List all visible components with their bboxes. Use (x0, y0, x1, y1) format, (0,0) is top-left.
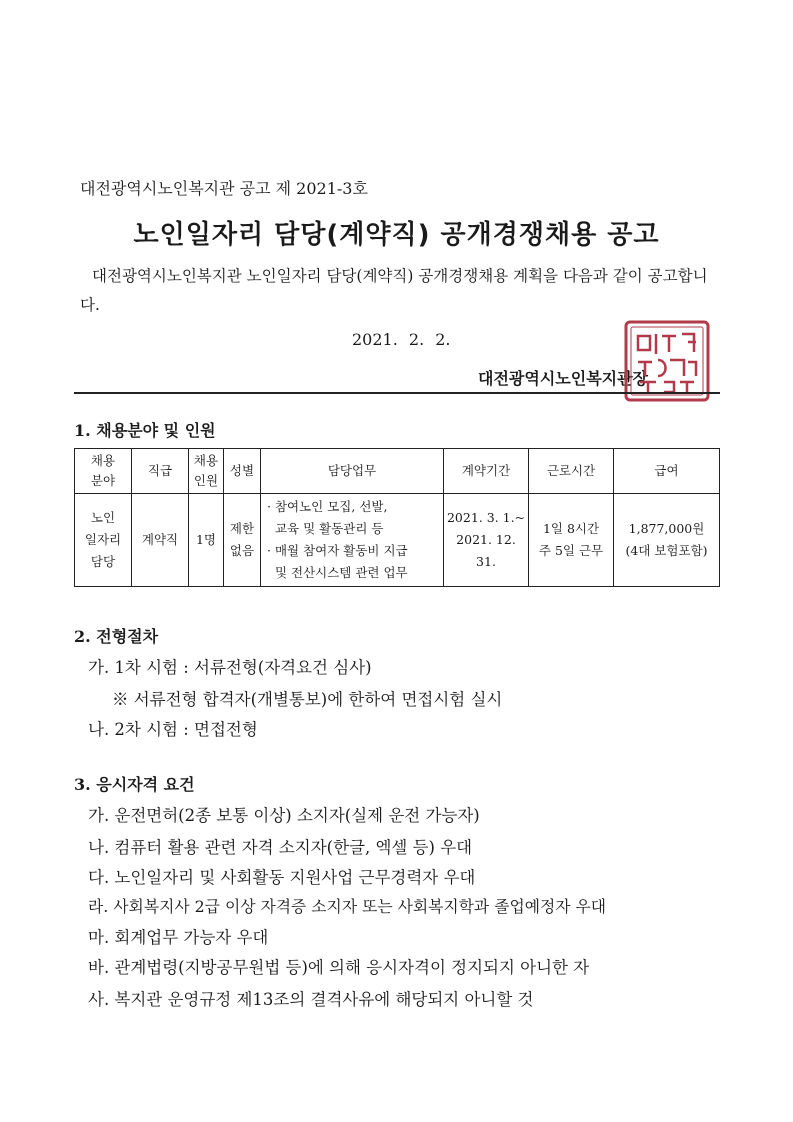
list-item: 가. 운전면허(2종 보통 이상) 소지자(실제 운전 가능자) (88, 806, 480, 825)
recruitment-table (74, 448, 720, 587)
list-item: 나. 컴퓨터 활용 관련 자격 소지자(한글, 엑셀 등) 우대 (88, 838, 473, 857)
cell-field-text: 노인 일자리 담당 (84, 510, 122, 569)
header-hours: 근로시간 (529, 449, 614, 494)
list-item: 마. 회계업무 가능자 우대 (88, 928, 269, 947)
page-title: 노인일자리 담당(계약직) 공개경쟁채용 공고 (133, 220, 660, 250)
header-period: 계약기간 (444, 449, 529, 494)
cell-duties (261, 494, 444, 587)
header-count-label: 채용 인원 (193, 453, 219, 488)
cell-gender (224, 494, 261, 587)
header-field-label: 채용 분야 (90, 453, 116, 488)
cell-hours (529, 494, 614, 587)
header-duties: 담당업무 (261, 449, 444, 494)
notice-date: 2021. 2. 2. (352, 330, 451, 349)
duty-line: 및 전산시스템 관련 업무 (267, 565, 408, 580)
duty-line: 교육 및 활동관리 등 (267, 521, 384, 536)
header-field (75, 449, 132, 494)
list-item: 라. 사회복지사 2급 이상 자격증 소지자 또는 사회복지학과 졸업예정자 우대 (88, 897, 607, 916)
section-heading-recruitment: 1. 채용분야 및 인원 (74, 421, 216, 440)
header-gender: 성별 (224, 449, 261, 494)
section-heading-selection: 2. 전형절차 (74, 627, 159, 646)
intro-paragraph: 대전광역시노인복지관 노인일자리 담당(계약직) 공개경쟁채용 계획을 다음과 같이 공고합니다. (80, 267, 708, 314)
table-row (75, 494, 720, 587)
header-salary: 급여 (614, 449, 720, 494)
cell-hours-text: 1일 8시간 주 5일 근무 (538, 521, 604, 558)
section-heading-qualifications: 3. 응시자격 요건 (74, 775, 195, 794)
table-header-row (75, 449, 720, 494)
list-item-note: ※ 서류전형 합격자(개별통보)에 한하여 면접시험 실시 (112, 690, 503, 709)
notice-number: 대전광역시노인복지관 공고 제 2021-3호 (80, 179, 368, 198)
header-position: 직급 (132, 449, 189, 494)
cell-salary-text: 1,877,000원 (4대 보험포함) (625, 521, 708, 558)
cell-salary (614, 494, 720, 587)
cell-field (75, 494, 132, 587)
list-item: 가. 1차 시험 : 서류전형(자격요건 심사) (88, 658, 372, 677)
organization-name: 대전광역시노인복지관장 (478, 369, 649, 388)
list-item: 사. 복지관 운영규정 제13조의 결격사유에 해당되지 아니할 것 (88, 990, 534, 1009)
cell-position: 계약직 (132, 494, 189, 587)
cell-period (444, 494, 529, 587)
header-count (189, 449, 224, 494)
cell-period-text: 2021. 3. 1.~ 2021. 12. 31. (446, 510, 526, 569)
cell-gender-text: 제한 없음 (229, 521, 255, 558)
cell-count: 1명 (189, 494, 224, 587)
list-item: 바. 관계법령(지방공무원법 등)에 의해 응시자격이 정지되지 아니한 자 (88, 958, 590, 977)
divider (74, 392, 720, 394)
list-item: 나. 2차 시험 : 면접전형 (88, 720, 258, 739)
duty-line: · 매월 참여자 활동비 지급 (267, 543, 408, 558)
list-item: 다. 노인일자리 및 사회활동 지원사업 근무경력자 우대 (88, 868, 476, 887)
duty-line: · 참여노인 모집, 선발, (267, 499, 388, 514)
